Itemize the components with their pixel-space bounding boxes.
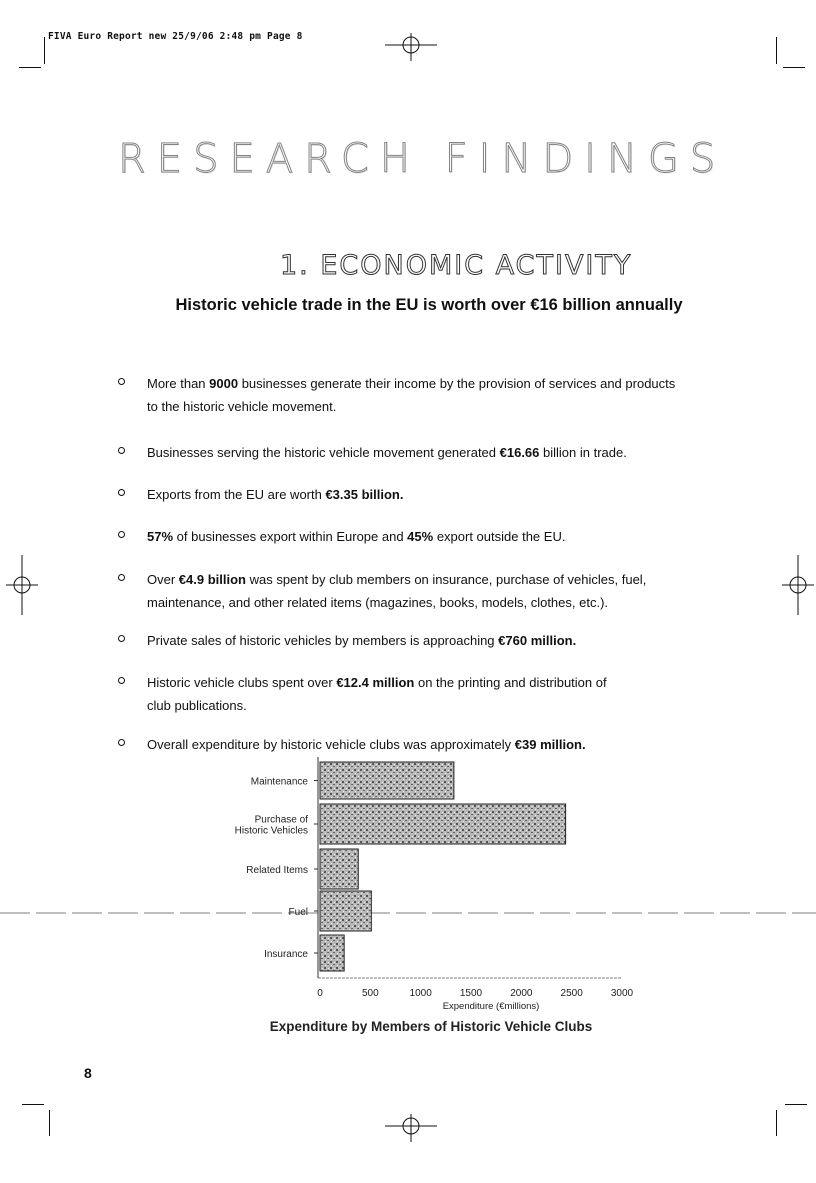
crop-mark xyxy=(22,1104,44,1105)
x-tick-label: 2000 xyxy=(510,988,533,999)
bar xyxy=(320,891,371,931)
x-tick-label: 0 xyxy=(317,988,323,999)
highlight-value: 45% xyxy=(407,529,434,544)
bullet-icon xyxy=(118,574,125,581)
page-number: 8 xyxy=(84,1065,92,1081)
list-item-text xyxy=(147,441,722,464)
crop-mark xyxy=(19,67,41,68)
registration-mark-left xyxy=(4,553,40,617)
bar xyxy=(320,762,454,799)
x-tick-label: 3000 xyxy=(610,988,634,999)
category-label: Insurance xyxy=(264,949,308,960)
crop-mark xyxy=(776,37,777,64)
text-run: club publications. xyxy=(147,698,247,713)
bullet-icon xyxy=(118,635,125,642)
list-item-text xyxy=(147,372,722,418)
bullet-icon xyxy=(118,489,125,496)
x-tick-label: 2500 xyxy=(560,988,583,999)
x-tick-label: 1000 xyxy=(409,988,432,999)
highlight-value: €4.9 billion xyxy=(178,572,246,587)
category-label: Historic Vehicles xyxy=(234,825,308,837)
text-run: businesses generate their income by the provision of services and products xyxy=(238,376,676,391)
highlight-value: €760 million. xyxy=(498,633,577,648)
x-axis-label: Expenditure (€millions) xyxy=(442,1001,540,1012)
research-findings-heading: RESEARCH FINDINGS xyxy=(118,136,727,182)
highlight-value: €3.35 billion. xyxy=(325,487,404,502)
text-run: to the historic vehicle movement. xyxy=(147,399,337,414)
highlight-value: €39 million. xyxy=(514,737,586,752)
highlight-value: €16.66 xyxy=(499,445,540,460)
text-run: on the printing and distribution of xyxy=(414,675,607,690)
registration-mark-top xyxy=(383,32,439,62)
print-slug: FIVA Euro Report new 25/9/06 2:48 pm Page 8 xyxy=(48,31,303,42)
category-label: Fuel xyxy=(288,907,308,918)
text-run: Businesses serving the historic vehicle movement generated xyxy=(147,445,500,460)
registration-mark-bottom xyxy=(383,1113,439,1143)
highlight-value: 57% xyxy=(147,529,174,544)
bullet-icon xyxy=(118,677,125,684)
registration-mark-right xyxy=(780,553,816,617)
category-label: Purchase of xyxy=(254,814,308,826)
text-run: maintenance, and other related items (magazines, books, models, clothes, etc.). xyxy=(147,595,609,610)
list-item-text xyxy=(147,671,722,717)
text-run: Historic vehicle clubs spent over xyxy=(147,675,337,690)
text-run: Exports from the EU are worth xyxy=(147,487,326,502)
highlight-value: €12.4 million xyxy=(336,675,415,690)
text-run: of businesses export within Europe and xyxy=(173,529,408,544)
list-item-text xyxy=(147,483,722,506)
text-run: More than xyxy=(147,376,210,391)
text-run: Over xyxy=(147,572,179,587)
section-subtitle: Historic vehicle trade in the EU is worth over €16 billion annually xyxy=(175,296,683,314)
expenditure-chart xyxy=(0,745,816,1020)
x-tick-label: 500 xyxy=(361,988,379,999)
category-label: Related Items xyxy=(246,865,308,876)
crop-mark xyxy=(44,37,45,64)
crop-mark xyxy=(783,67,805,68)
text-run: export outside the EU. xyxy=(433,529,566,544)
x-tick-label: 1500 xyxy=(459,988,483,999)
category-label: Maintenance xyxy=(250,776,308,788)
text-run: Overall expenditure by historic vehicle clubs was approximately xyxy=(147,737,515,752)
text-run: Private sales of historic vehicles by members is approaching xyxy=(147,633,499,648)
crop-mark xyxy=(776,1110,777,1136)
chart-caption: Expenditure by Members of Historic Vehicle Clubs xyxy=(269,1019,593,1034)
crop-mark xyxy=(785,1104,807,1105)
list-item-text xyxy=(147,568,722,614)
list-item-text xyxy=(147,525,722,548)
bar xyxy=(320,849,358,889)
bar xyxy=(320,935,344,971)
section-title: 1. ECONOMIC ACTIVITY xyxy=(280,250,633,281)
text-run: was spent by club members on insurance, purchase of vehicles, fuel, xyxy=(245,572,647,587)
highlight-value: 9000 xyxy=(209,376,239,391)
bullet-icon xyxy=(118,531,125,538)
list-item-text xyxy=(147,629,722,652)
bullet-icon xyxy=(118,378,125,385)
bullet-icon xyxy=(118,447,125,454)
bar xyxy=(320,804,566,844)
text-run: billion in trade. xyxy=(539,445,627,460)
crop-mark xyxy=(49,1110,50,1136)
